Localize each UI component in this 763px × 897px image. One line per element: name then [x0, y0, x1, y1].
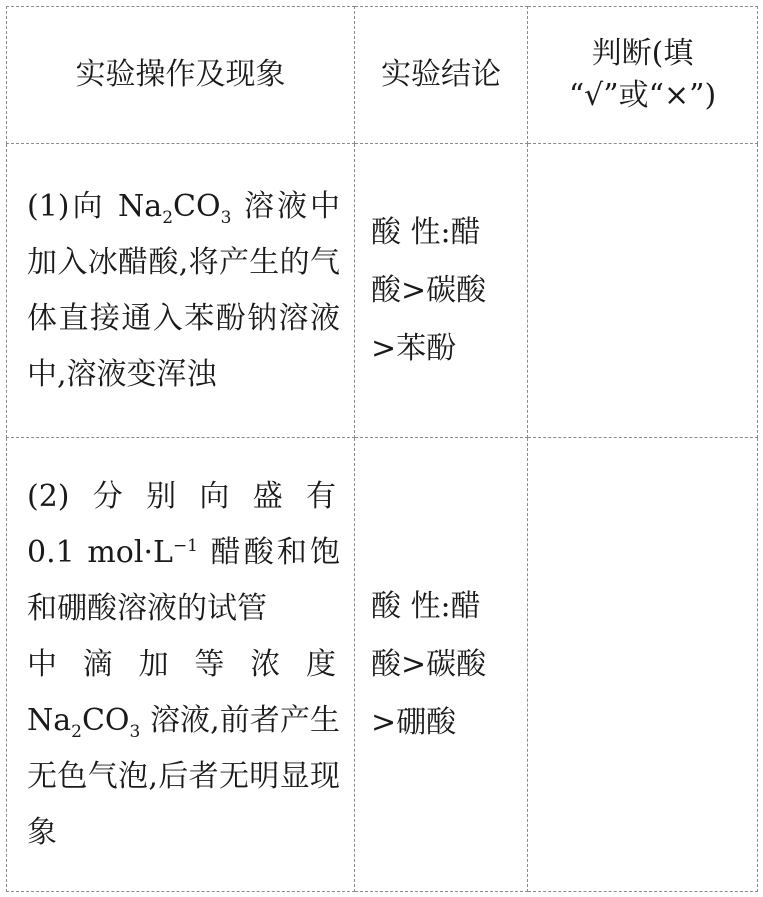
table-row [7, 438, 758, 892]
row2-judgment-cell[interactable] [528, 438, 758, 892]
header-judgment [528, 33, 757, 117]
row2-op-s1-1: 分 [92, 478, 123, 514]
row1-operation [7, 179, 354, 403]
row2-op-s1-3: 向 [199, 478, 230, 514]
row2-op-tail-block [27, 693, 340, 861]
row2-op-s1-2: 别 [146, 478, 177, 514]
row2-operation-cell [7, 438, 355, 892]
row2-op-s2-0: 中 [27, 646, 57, 682]
row1-concl-line1: 酸 性:醋 [371, 214, 481, 250]
row2-op-conc-suffix: 醋酸和饱和硼酸溶液的试管 [27, 534, 340, 626]
header-judgment-line2: “√”或“×”) [568, 78, 717, 113]
row2-op-na: Na [27, 702, 72, 738]
row1-concl-line3: >苯酚 [371, 330, 457, 366]
row2-conclusion-cell [355, 438, 528, 892]
row2-op-sup: −1 [172, 535, 198, 556]
header-judgment-line1: 判断(填 [591, 36, 694, 71]
row2-op-spaced-line2 [27, 637, 340, 693]
row2-op-s2-1: 滴 [82, 646, 113, 682]
experiment-table [6, 6, 758, 892]
row2-op-conc-block [27, 525, 340, 637]
row1-conclusion-cell [355, 144, 528, 438]
row1-op-sub2: 3 [220, 207, 232, 228]
row2-conclusion [355, 578, 527, 752]
row1-op-suffix: 溶液中加入冰醋酸,将产生的气体直接通入苯酚钠溶液中,溶液变浑浊 [27, 188, 340, 392]
header-conclusion: 实验结论 [381, 57, 501, 92]
row2-concl-line2: 酸>碳酸 [371, 646, 487, 682]
row2-op-suffix: 溶液,前者产生无色气泡,后者无明显现象 [27, 702, 340, 850]
row2-op-co: CO [81, 702, 130, 738]
row1-operation-cell [7, 144, 355, 438]
header-conclusion-cell [355, 7, 528, 144]
table-row [7, 144, 758, 438]
row2-op-spaced-line1 [27, 469, 340, 525]
row1-judgment-cell[interactable] [528, 144, 758, 438]
row2-op-s1-0: (2) [27, 478, 70, 514]
row2-concl-line1: 酸 性:醋 [371, 588, 481, 624]
row2-op-s1-4: 盛 [252, 478, 283, 514]
row2-op-s2-2: 加 [138, 646, 169, 682]
row2-operation [7, 469, 354, 861]
row1-op-mid1: CO [173, 188, 221, 224]
row2-op-sub1: 2 [71, 721, 82, 742]
header-row [7, 7, 758, 144]
row2-op-conc-prefix: 0.1 mol·L [27, 534, 173, 570]
row1-concl-line2: 酸>碳酸 [371, 272, 487, 308]
row2-op-s2-4: 浓 [250, 646, 281, 682]
row1-op-sub1: 2 [162, 207, 174, 228]
header-judgment-cell [528, 7, 758, 144]
header-operation: 实验操作及现象 [75, 57, 286, 92]
row2-op-s1-5: 有 [305, 478, 336, 514]
header-operation-cell [7, 7, 355, 144]
row2-op-sub2: 3 [129, 721, 141, 742]
row2-op-s2-3: 等 [194, 646, 225, 682]
row1-conclusion [355, 204, 527, 378]
row2-op-s2-5: 度 [305, 646, 336, 682]
row2-concl-line3: >硼酸 [371, 704, 457, 740]
row1-op-prefix: (1)向 Na [27, 188, 163, 224]
